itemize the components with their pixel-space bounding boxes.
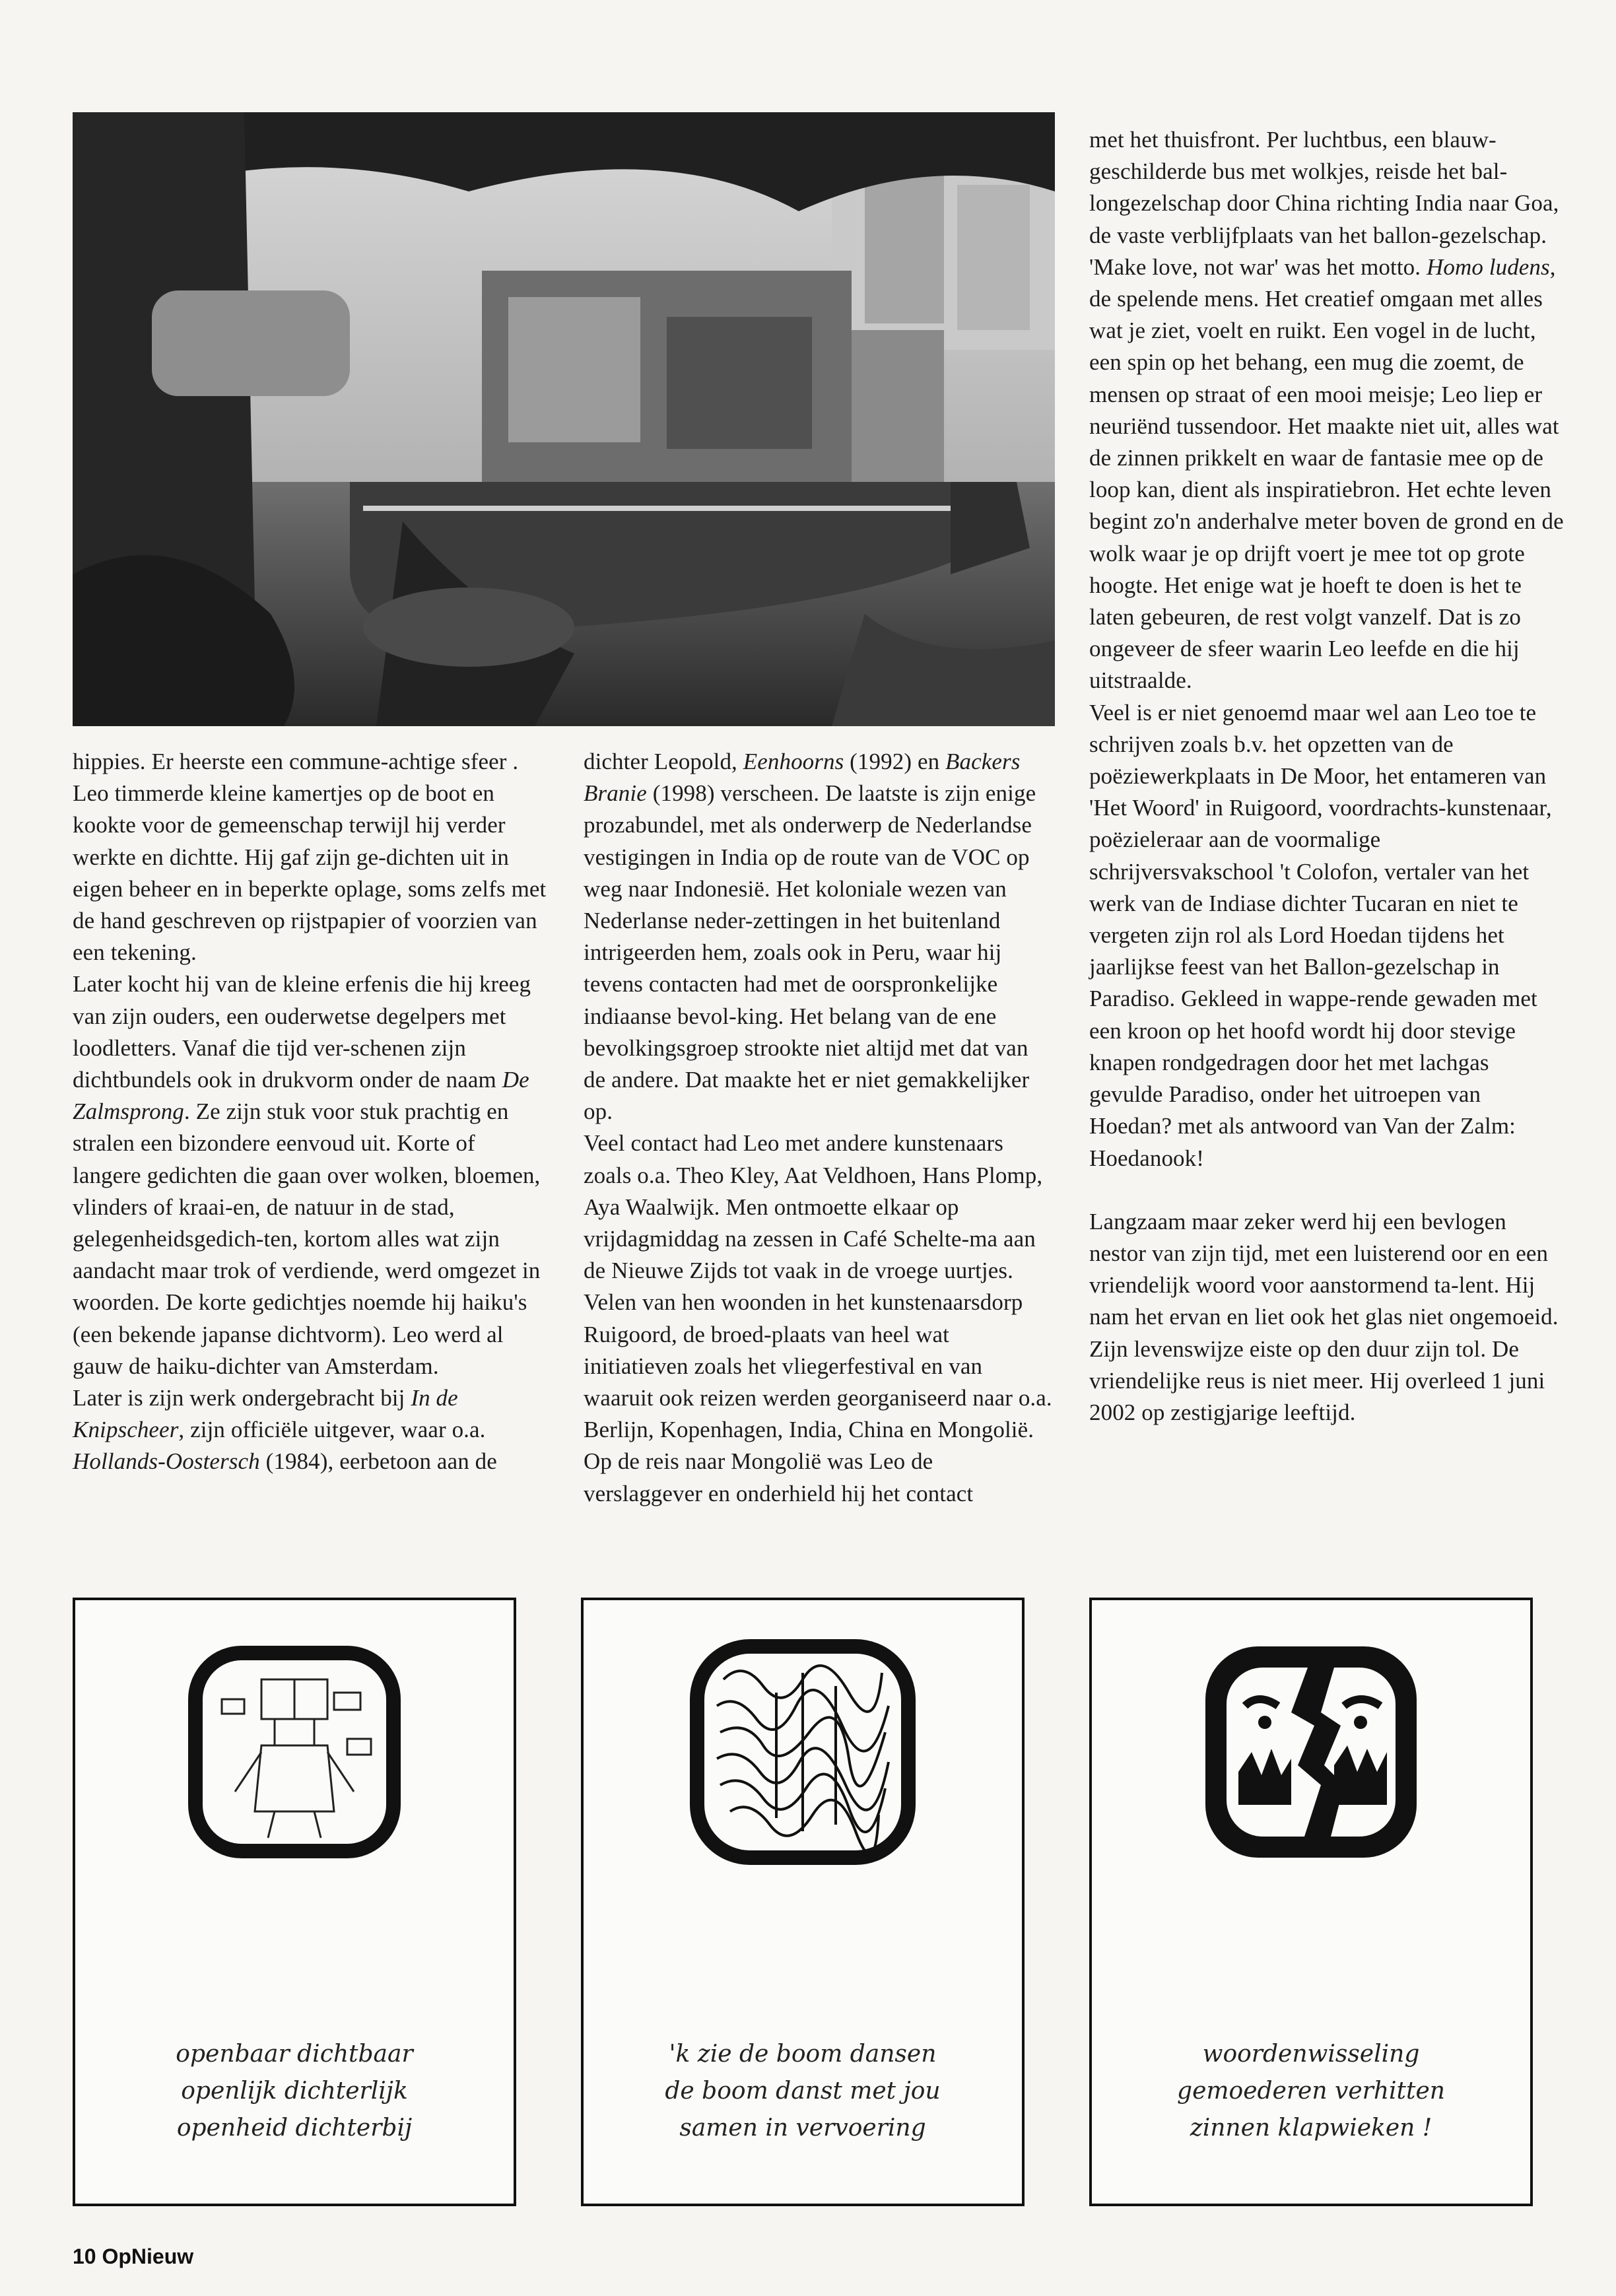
paragraph: met het thuisfront. Per luchtbus, een blauw-geschilderde bus met wolkjes, reisde het bal-longezelschap door China richting India naar Goa, de vaste verblijfplaats van het ballon-gezelschap. [1089,127,1559,248]
article-column-1 [73,746,548,1478]
face-mask-icon [1192,1633,1430,1871]
paragraph: Veel is er niet genoemd maar wel aan Leo toe te schrijven zoals b.v. het opzetten van de poëziewerkplaats in De Moor, het entameren van 'Het Woord' in Ruigoord, voordrachts-kunstenaar, poëzieleraar aan de voormalige schrijversvakschool 't Colofon, vertaler van het werk van de Indiase dichter Tucaran en niet te vergeten zijn rol als Lord Hoedan tijdens het jaarlijkse feest van het Ballon-gezelschap in Paradiso. Gekleed in wappe-rende gewaden met een kroon op het hoofd wordt hij door stevige knapen rondgedragen door het met lachgas gevulde Paradiso, onder het uitroepen van Hoedan? met als antwoord van Van der Zalm: Hoedanook! [1089,699,1552,1171]
reading-figure-icon [182,1640,407,1864]
haiku-card-3 [1089,1598,1533,2206]
paragraph: dichter Leopold, Eenhoorns (1992) en Backers Branie (1998) verscheen. De laatste is zijn enige prozabundel, met als onderwerp de Nederlandse vestigingen in India op de route van de VOC op weg naar Indonesië. Het koloniale wezen van Nederlanse neder-zettingen in het buitenland intrigeerden hem, zoals ook in Peru, waar hij tevens contacten had met de oorspronkelijke indiaanse bevol-king. Het belang van de ene bevolkingsgroep strookte niet altijd met dat van de andere. Dat maakte het er niet gemakkelijker op. [584,749,1036,1125]
paragraph: 'Make love, not war' was het motto. Homo ludens, de spelende mens. Het creatief omgaan met alles wat je ziet, voelt en ruikt. Een vogel in de lucht, een spin op het behang, een mug die zoemt, de mensen op straat of een mooi meisje; Leo liep er neuriënd tussendoor. Het maakte niet uit, alles wat de zinnen prikkelt en waar de fantasie mee op de loop kan, dient als inspiratiebron. Het echte leven begint zo'n anderhalve meter boven de grond en de wolk waar je op drijft voert je mee tot op grote hoogte. Het enige wat je hoeft te doen is het te laten gebeuren, de rest volgt vanzelf. Dat is zo ongeveer de sfeer waarin Leo leefde en die hij uitstraalde. [1089,253,1564,694]
paragraph: Later kocht hij van de kleine erfenis die hij kreeg van zijn ouders, een ouderwetse degelpers met loodletters. Vanaf die tijd ver-schenen zijn dichtbundels ook in drukvorm onder de naam De Zalmsprong. Ze zijn stuk voor stuk prachtig en stralen een bizondere eenvoud uit. Korte of langere gedichten die gaan over wolken, bloemen, vlinders of kraai-en, de natuur in de stad, gelegenheidsgedich-ten, kortom alles wat zijn aandacht maar trok of verdiende, werd omgezet in woorden. De korte gedichtjes noemde hij haiku's (een bekende japanse dichtvorm). Leo werd al gauw de haiku-dichter van Amsterdam. [73,971,541,1379]
maze-tree-icon [684,1633,922,1871]
haiku-poem: openbaar dichtbaar openlijk dichterlijk openheid dichterbij [176,2041,413,2142]
page-footer: 10 OpNieuw [73,2245,194,2268]
paragraph: hippies. Er heerste een commune-achtige sfeer . [73,749,519,774]
article-column-3 [1089,124,1565,1429]
haiku-poem: 'k zie de boom dansen de boom danst met jou samen in vervoering [665,2041,941,2142]
haiku-card-2 [581,1598,1025,2206]
paragraph: Veel contact had Leo met andere kunstenaars zoals o.a. Theo Kley, Aat Veldhoen, Hans Plomp, Aya Waalwijk. Men ontmoette elkaar op vrijdagmiddag na zessen in Café Schelte-ma aan de Nieuwe Zijds tot vaak in de vroege uurtjes. Velen van hen woonden in het kunstenaarsdorp Ruigoord, de broed-plaats van heel wat initiatieven zoals het vliegerfestival en van waaruit ook reizen werden georganiseerd naar o.a. Berlijn, Kopenhagen, India, China en Mongolië. Op de reis naar Mongolië was Leo de verslaggever en onderhield hij het contact [584,1130,1052,1506]
haiku-card-1 [73,1598,516,2206]
houseboat-photo [73,112,1055,726]
paragraph: Later is zijn werk ondergebracht bij In de Knipscheer, zijn officiële uitgever, waar o.a. Hollands-Oostersch (1984), eerbetoon aan de [73,1385,497,1475]
paragraph: Leo timmerde kleine kamertjes op de boot en kookte voor de gemeenschap terwijl hij verder werkte en dichtte. Hij gaf zijn ge-dichten uit in eigen beheer en in beperkte oplage, soms zelfs met de hand geschreven op rijstpapier of voorzien van een tekening. [73,780,547,966]
haiku-poem: woordenwisseling gemoederen verhitten zinnen klapwieken ! [1177,2041,1445,2142]
paragraph: Langzaam maar zeker werd hij een bevlogen nestor van zijn tijd, met een luisterend oor en een vriendelijk woord voor aanstormend ta-lent. Hij nam het ervan en liet ook het glas niet ongemoeid. Zijn levenswijze eiste op den duur zijn tol. De vriendelijke reus is niet meer. Hij overleed 1 juni 2002 op zestigjarige leeftijd. [1089,1208,1559,1425]
article-column-2 [584,746,1052,1510]
